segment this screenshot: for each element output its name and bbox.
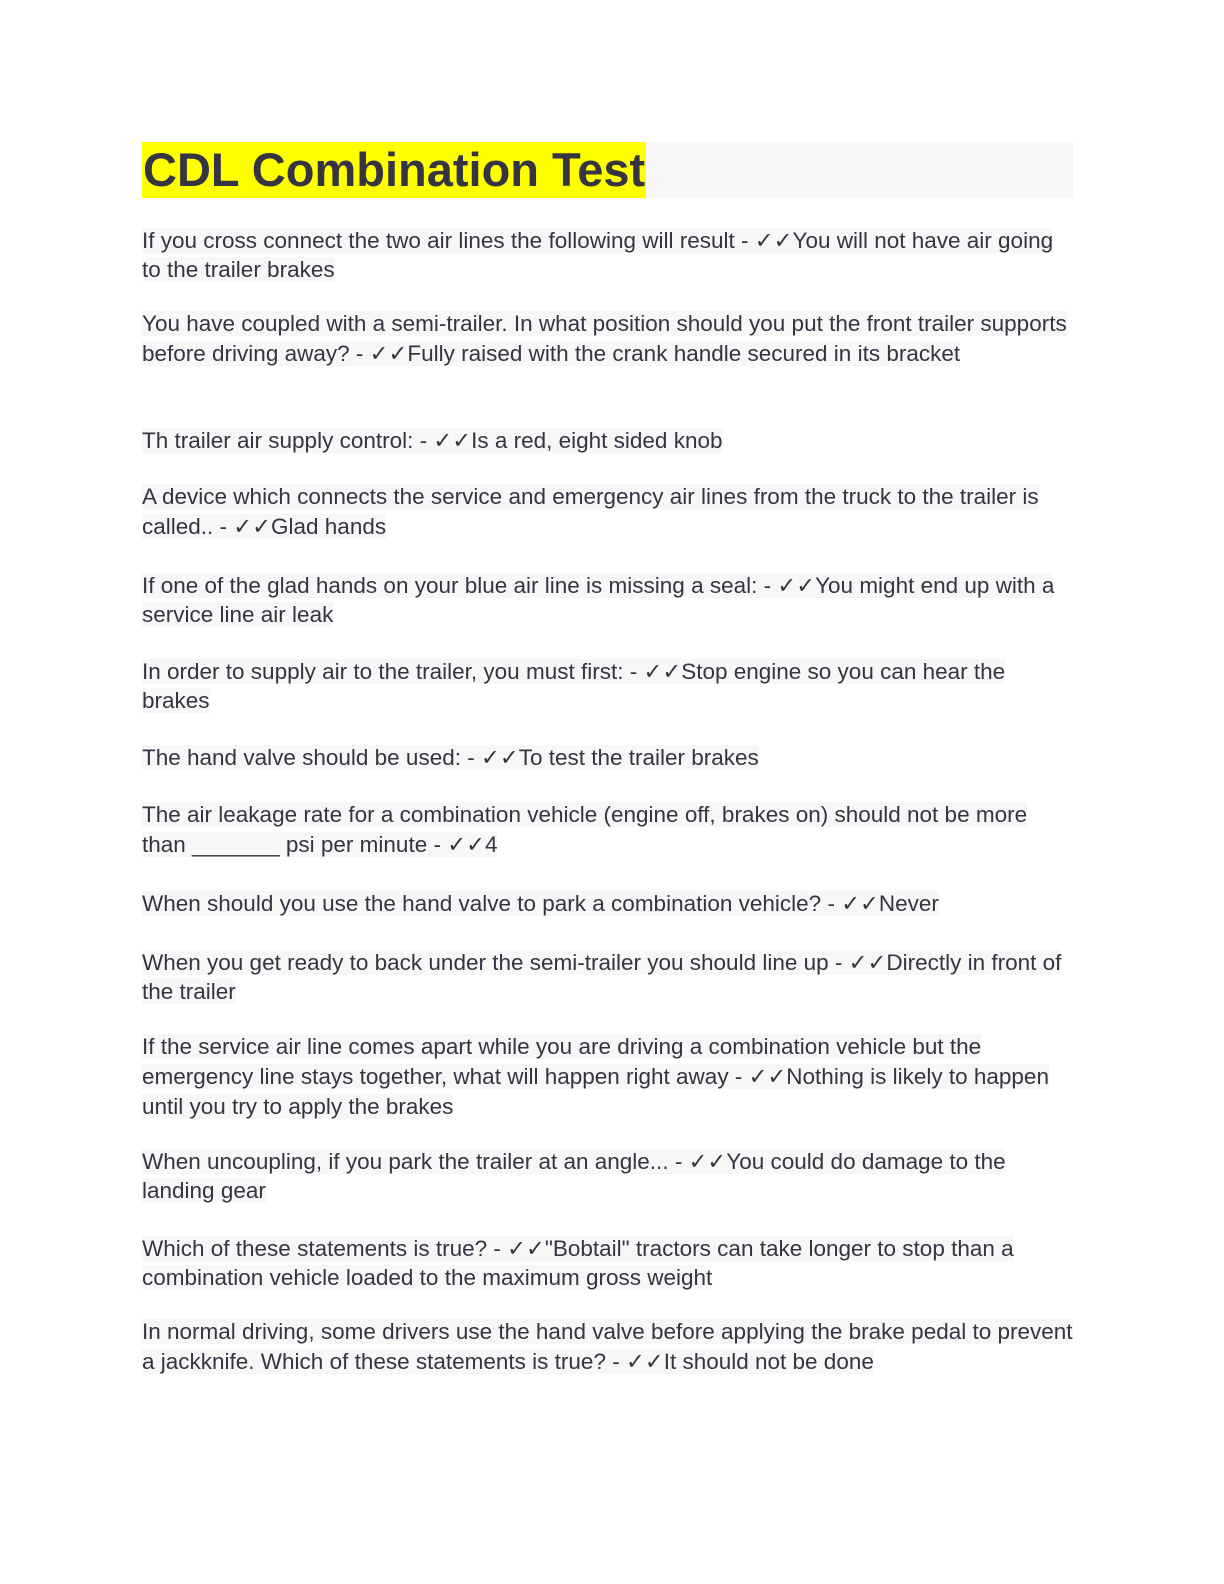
separator: -	[668, 1149, 689, 1174]
check-mark-icon: ✓✓	[841, 891, 879, 916]
check-mark-icon: ✓✓	[688, 1149, 727, 1174]
qa-item	[142, 227, 1077, 284]
check-mark-icon: ✓✓	[777, 573, 816, 598]
separator: -	[757, 573, 778, 598]
question-text: The hand valve should be used:	[142, 745, 461, 770]
check-mark-icon: ✓✓	[433, 428, 472, 453]
answer-text: Glad hands	[271, 514, 387, 539]
check-mark-icon: ✓✓	[507, 1236, 545, 1261]
question-text: If the service air line comes apart while you are driving a combination vehicle but the emergency line stays together, what will happen right away	[142, 1034, 982, 1089]
answer-text: 4	[484, 832, 498, 857]
question-text: If one of the glad hands on your blue air line is missing a seal:	[142, 573, 758, 598]
separator: -	[734, 228, 755, 253]
question-text: In normal driving, some drivers use the hand valve before applying the brake pedal to prevent a jackknife. Which of these statements is true?	[142, 1319, 1073, 1374]
question-text: When uncoupling, if you park the trailer at an angle...	[142, 1149, 669, 1174]
separator: -	[828, 950, 849, 975]
question-text: Th trailer air supply control:	[142, 428, 414, 453]
question-text: You have coupled with a semi-trailer. In what position should you put the front trailer supports before driving away?	[142, 311, 1067, 366]
question-text: Which of these statements is true?	[142, 1236, 488, 1261]
qa-item	[142, 800, 1077, 860]
question-text: If you cross connect the two air lines the following will result	[142, 228, 735, 253]
separator: -	[413, 428, 434, 453]
separator: -	[487, 1236, 508, 1261]
answer-text: Nothing is likely to happen until you try to apply the brakes	[142, 1064, 1049, 1119]
qa-item	[142, 1317, 1077, 1377]
answer-text: "Bobtail" tractors can take longer to stop than a combination vehicle loaded to the maximum gross weight	[142, 1236, 1014, 1290]
check-mark-icon: ✓✓	[748, 1064, 787, 1089]
check-mark-icon: ✓✓	[625, 1349, 664, 1374]
separator: -	[460, 745, 481, 770]
separator: -	[427, 832, 448, 857]
answer-text: Never	[878, 891, 939, 916]
check-mark-icon: ✓✓	[480, 745, 519, 770]
answer-text: To test the trailer brakes	[518, 745, 759, 770]
check-mark-icon: ✓✓	[447, 832, 485, 857]
separator: -	[213, 514, 234, 539]
answer-text: Directly in front of the trailer	[142, 950, 1062, 1004]
answer-text: Fully raised with the crank handle secured in its bracket	[407, 341, 961, 366]
separator: -	[605, 1349, 626, 1374]
answer-text: It should not be done	[663, 1349, 874, 1374]
qa-item	[142, 1148, 1077, 1205]
check-mark-icon: ✓✓	[848, 950, 887, 975]
qa-item	[142, 890, 1077, 919]
question-text: The air leakage rate for a combination vehicle (engine off, brakes on) should not be more than _______ psi per minute	[142, 802, 1028, 857]
question-text: When you get ready to back under the semi-trailer you should line up	[142, 950, 829, 975]
answer-text: Is a red, eight sided knob	[471, 428, 723, 453]
document-title: CDL Combination Test	[143, 143, 646, 196]
qa-item	[142, 949, 1077, 1006]
qa-item	[142, 572, 1077, 629]
qa-item	[142, 1235, 1077, 1292]
answer-text: You could do damage to the landing gear	[142, 1149, 1006, 1203]
check-mark-icon: ✓✓	[233, 514, 272, 539]
answer-text: Stop engine so you can hear the brakes	[142, 659, 1006, 713]
check-mark-icon: ✓✓	[643, 659, 682, 684]
separator: -	[728, 1064, 749, 1089]
qa-item	[142, 658, 1077, 715]
check-mark-icon: ✓✓	[754, 228, 793, 253]
qa-item	[142, 744, 1077, 773]
question-text: When should you use the hand valve to park a combination vehicle?	[142, 891, 822, 916]
separator: -	[623, 659, 644, 684]
question-text: A device which connects the service and emergency air lines from the truck to the trailer is called..	[142, 484, 1039, 539]
separator: -	[349, 341, 370, 366]
qa-item	[142, 309, 1077, 369]
check-mark-icon: ✓✓	[369, 341, 408, 366]
answer-text: You will not have air going to the trailer brakes	[142, 228, 1054, 282]
answer-text: You might end up with a service line air leak	[142, 573, 1055, 627]
qa-item	[142, 426, 1077, 456]
qa-item	[142, 482, 1077, 542]
qa-item	[142, 1032, 1077, 1122]
separator: -	[821, 891, 842, 916]
question-text: In order to supply air to the trailer, you must first:	[142, 659, 624, 684]
